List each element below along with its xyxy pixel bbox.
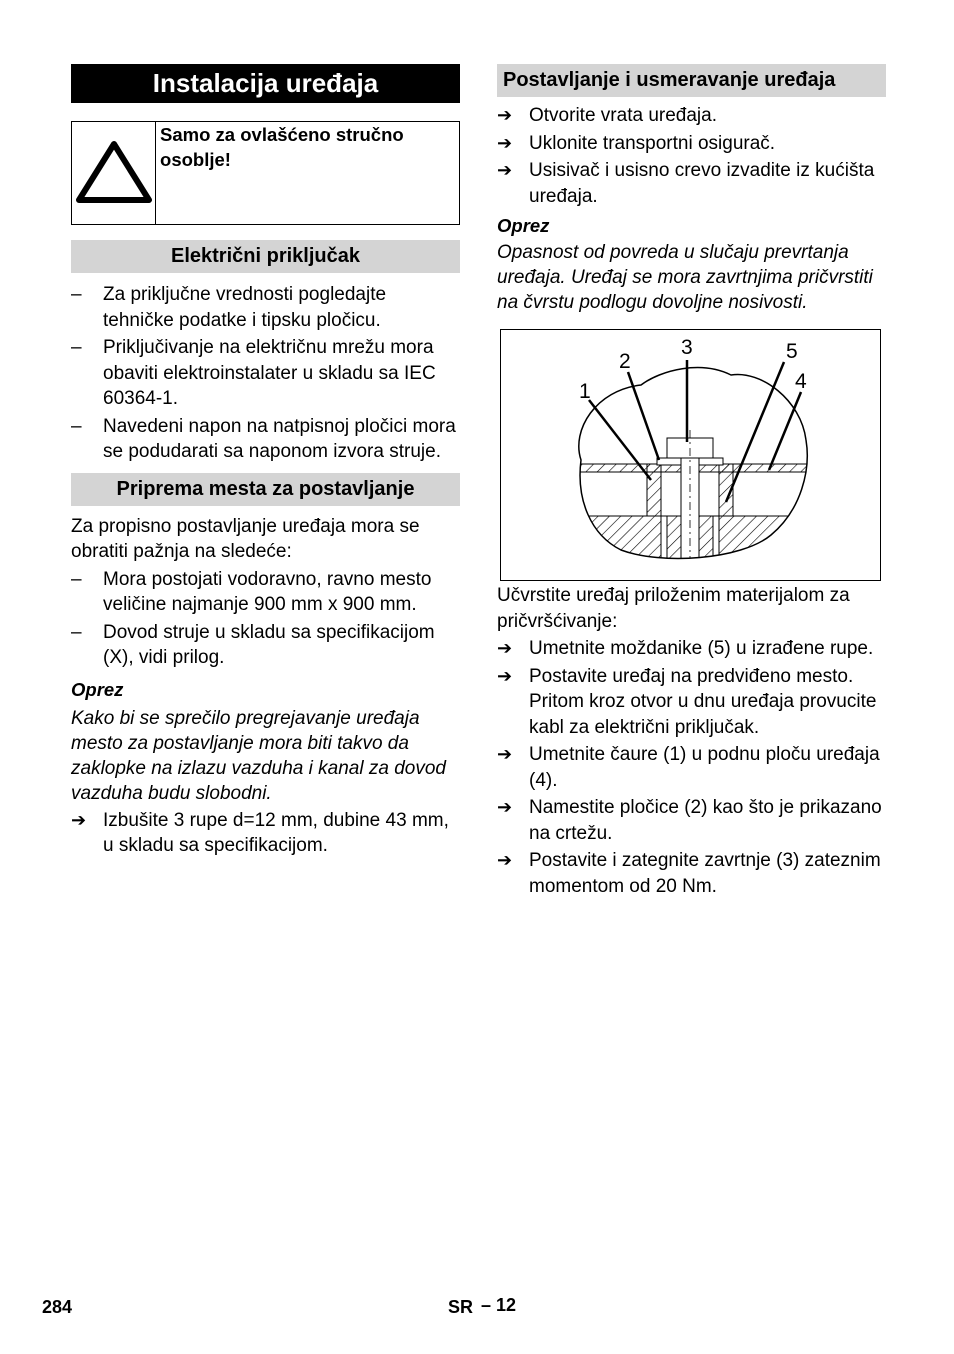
preparation-heading: Priprema mesta za postavljanje <box>71 473 460 506</box>
right-column <box>497 64 886 899</box>
warning-box <box>71 121 460 225</box>
arrow-icon: ➔ <box>497 638 513 658</box>
language-code: SR <box>448 1297 474 1317</box>
step-item: ➔ Otvorite vrata uređaja. <box>497 103 886 129</box>
list-item: – Za priključne vrednosti pogledajte tehničke podatke i tipsku pločicu. <box>71 284 387 331</box>
warning-icon-cell <box>72 122 156 224</box>
step-item: ➔ Postavite uređaj na predviđeno mesto. Pritom kroz otvor u dnu uređaja provucite kabl za električni priključak. <box>497 664 886 741</box>
figure-label-5: 5 <box>786 340 798 363</box>
figure-label-3: 3 <box>681 336 693 359</box>
figure-label-1: 1 <box>579 380 591 403</box>
step-item: ➔ Umetnite čaure (1) u podnu ploču uređaja (4). <box>497 742 886 793</box>
fixing-intro: Učvrstite uređaj priloženim materijalom za pričvršćivanje: <box>497 585 850 632</box>
step-item: ➔ Umetnite moždanike (5) u izrađene rupe. <box>497 636 886 662</box>
caution-label: Oprez <box>497 215 550 236</box>
arrow-icon: ➔ <box>497 744 513 764</box>
page-number: 284 <box>42 1297 73 1317</box>
arrow-icon: ➔ <box>71 809 87 830</box>
left-column <box>71 64 460 859</box>
mounting-figure <box>500 329 881 581</box>
warning-triangle-icon <box>74 138 154 208</box>
arrow-icon: ➔ <box>497 850 513 870</box>
arrow-icon: ➔ <box>497 132 513 153</box>
step-item: ➔ Postavite i zategnite zavrtnje (3) zateznim momentom od 20 Nm. <box>497 848 886 899</box>
electrical-heading: Električni priključak <box>71 240 460 273</box>
electrical-list <box>71 282 460 465</box>
section-title: Instalacija uređaja <box>71 64 460 103</box>
caution-label: Oprez <box>71 678 124 700</box>
arrow-icon: ➔ <box>497 105 513 125</box>
step-item: ➔ Usisivač i usisno crevo izvadite iz kućišta uređaja. <box>497 158 886 209</box>
step-item: ➔ Uklonite transportni osigurač. <box>497 131 886 157</box>
preparation-intro: Za propisno postavljanje uređaja mora se obratiti pažnja na sledeće: <box>71 515 420 562</box>
caution-text: Opasnost od povreda u slučaju prevrtanja uređaja. Uređaj se mora zavrtnjima pričvrstiti na čvrstu podlogu dovoljne nosivosti. <box>497 242 873 313</box>
list-item: – Dovod struje u skladu sa specifikacijom (X), vidi prilog. <box>71 621 435 668</box>
warning-text: Samo za ovlašćeno stručno osoblje! <box>160 124 404 170</box>
figure-label-2: 2 <box>619 350 631 373</box>
mounting-diagram <box>501 330 880 580</box>
list-item: – Mora postojati vodoravno, ravno mesto veličine najmanje 900 mm x 900 mm. <box>71 568 432 615</box>
step-item: ➔ Izbušite 3 rupe d=12 mm, dubine 43 mm, u skladu sa specifikacijom. <box>71 808 460 859</box>
list-item: – Navedeni napon na natpisnoj pločici mora se podudarati sa naponom izvora struje. <box>71 415 456 462</box>
caution-text: Kako bi se sprečilo pregrejavanje uređaja mesto za postavljanje mora biti takvo da zaklopke na izlazu vazduha i kanal za dovod vazduha budu slobodni. <box>71 707 446 804</box>
mounting-heading: Postavljanje i usmeravanje uređaja <box>497 64 886 97</box>
figure-label-4: 4 <box>795 370 807 393</box>
arrow-icon: ➔ <box>497 797 513 817</box>
step-item: ➔ Namestite pločice (2) kao što je prikazano na crtežu. <box>497 795 886 846</box>
list-item: – Priključivanje na električnu mrežu mora obaviti elektroinstalater u skladu sa IEC 60364-1. <box>71 337 436 409</box>
arrow-icon: ➔ <box>497 665 513 686</box>
section-page: – 12 <box>481 1295 517 1315</box>
arrow-icon: ➔ <box>497 160 513 180</box>
